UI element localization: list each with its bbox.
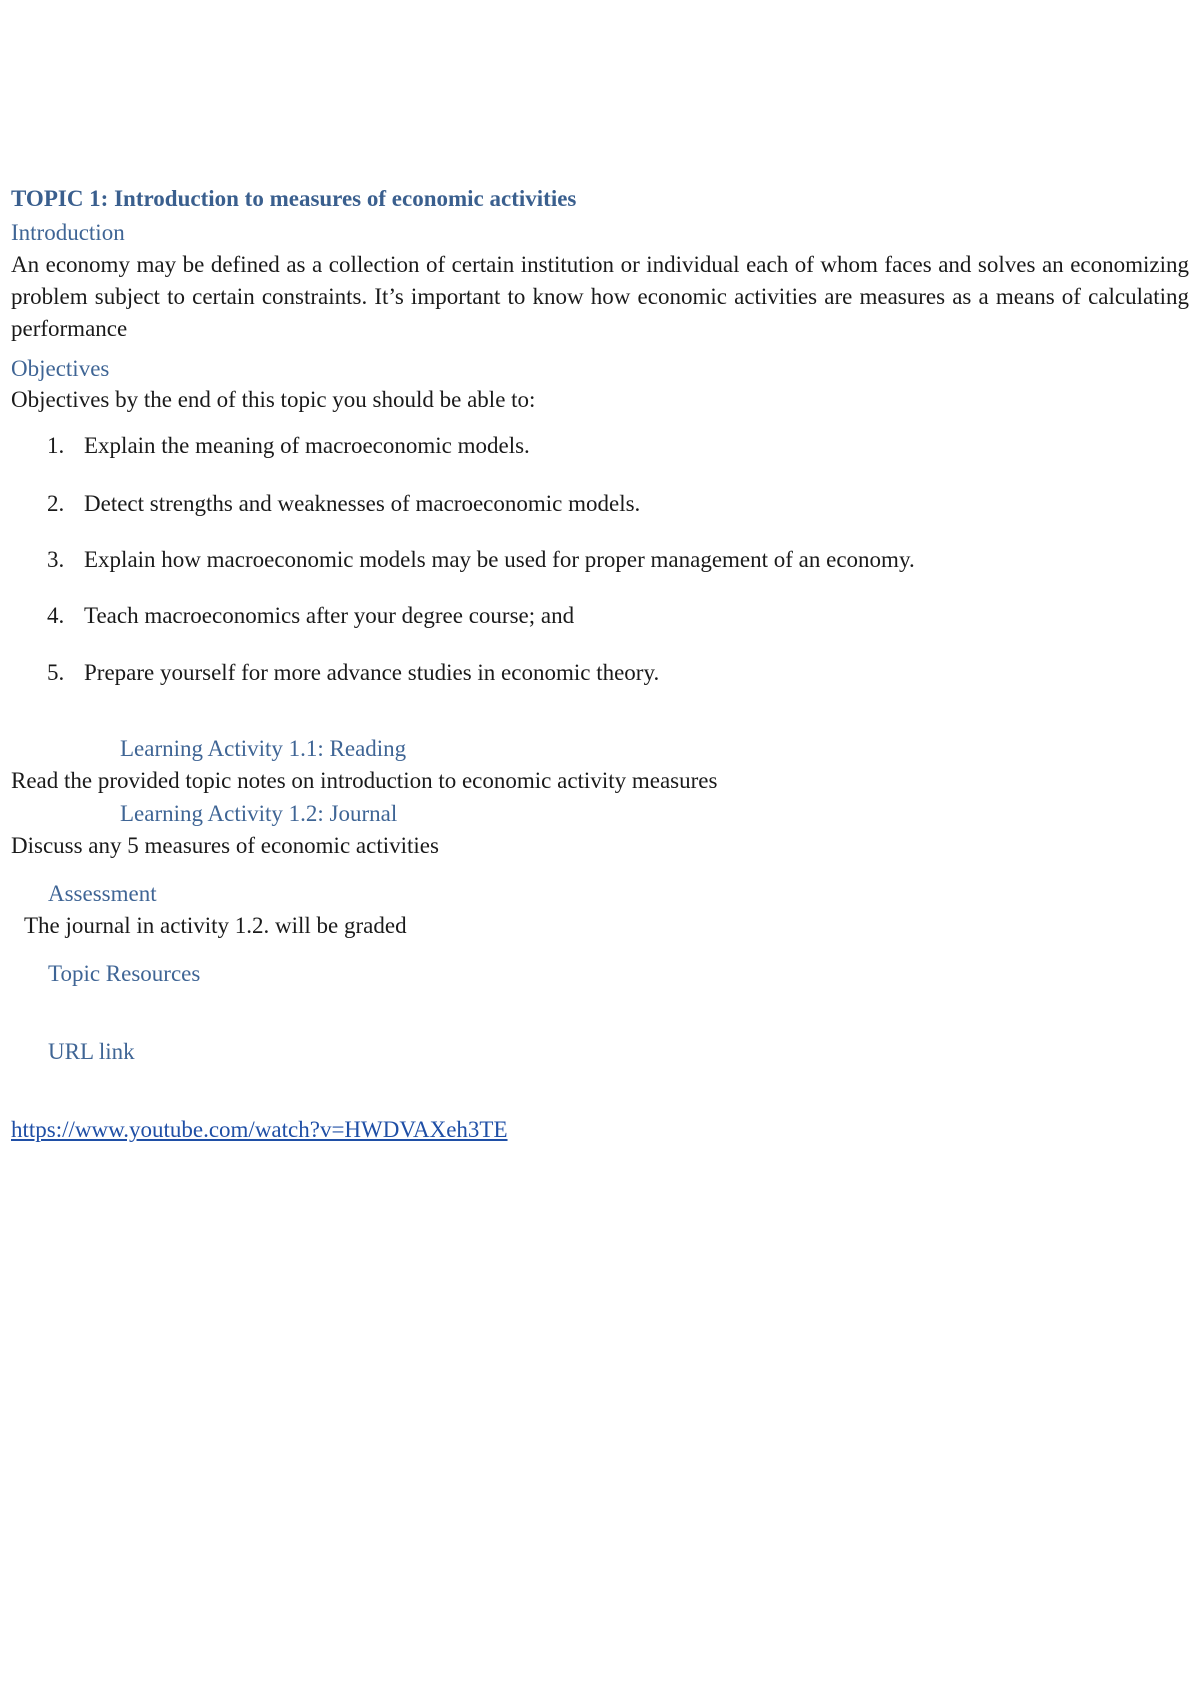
- learning-activity-1-text: Read the provided topic notes on introduction to economic activity measures: [11, 768, 718, 793]
- list-item-text: Prepare yourself for more advance studies in economic theory.: [84, 660, 660, 685]
- assessment-heading: Assessment: [48, 881, 157, 906]
- objectives-heading: Objectives: [11, 356, 110, 381]
- list-item-number: 1.: [47, 433, 65, 458]
- learning-activity-2-text: Discuss any 5 measures of economic activities: [11, 833, 439, 858]
- list-item-number: 5.: [47, 660, 65, 685]
- learning-activity-2-heading: Learning Activity 1.2: Journal: [120, 801, 398, 826]
- list-item-text: Teach macroeconomics after your degree course; and: [84, 603, 575, 628]
- introduction-heading: Introduction: [11, 220, 125, 245]
- topic-resources-heading: Topic Resources: [48, 961, 201, 986]
- list-item-text: Detect strengths and weaknesses of macroeconomic models.: [84, 491, 641, 516]
- list-item-number: 3.: [47, 547, 65, 572]
- assessment-text: The journal in activity 1.2. will be graded: [24, 913, 407, 938]
- youtube-url-link[interactable]: https://www.youtube.com/watch?v=HWDVAXeh3TE: [11, 1117, 508, 1142]
- url-link-heading: URL link: [48, 1039, 135, 1064]
- topic-title: TOPIC 1: Introduction to measures of economic activities: [11, 186, 577, 211]
- list-item-number: 2.: [47, 491, 65, 516]
- introduction-paragraph: An economy may be defined as a collection of certain institution or individual each of whom faces and solves an economizing problem subject to certain constraints. It’s important to know how economic activities are measures as a means of calculating performance: [11, 252, 1189, 341]
- list-item-text: Explain how macroeconomic models may be used for proper management of an economy.: [84, 547, 915, 572]
- learning-activity-1-heading: Learning Activity 1.1: Reading: [120, 736, 407, 761]
- objectives-intro: Objectives by the end of this topic you should be able to:: [11, 387, 536, 412]
- list-item-text: Explain the meaning of macroeconomic models.: [84, 433, 530, 458]
- list-item-number: 4.: [47, 603, 65, 628]
